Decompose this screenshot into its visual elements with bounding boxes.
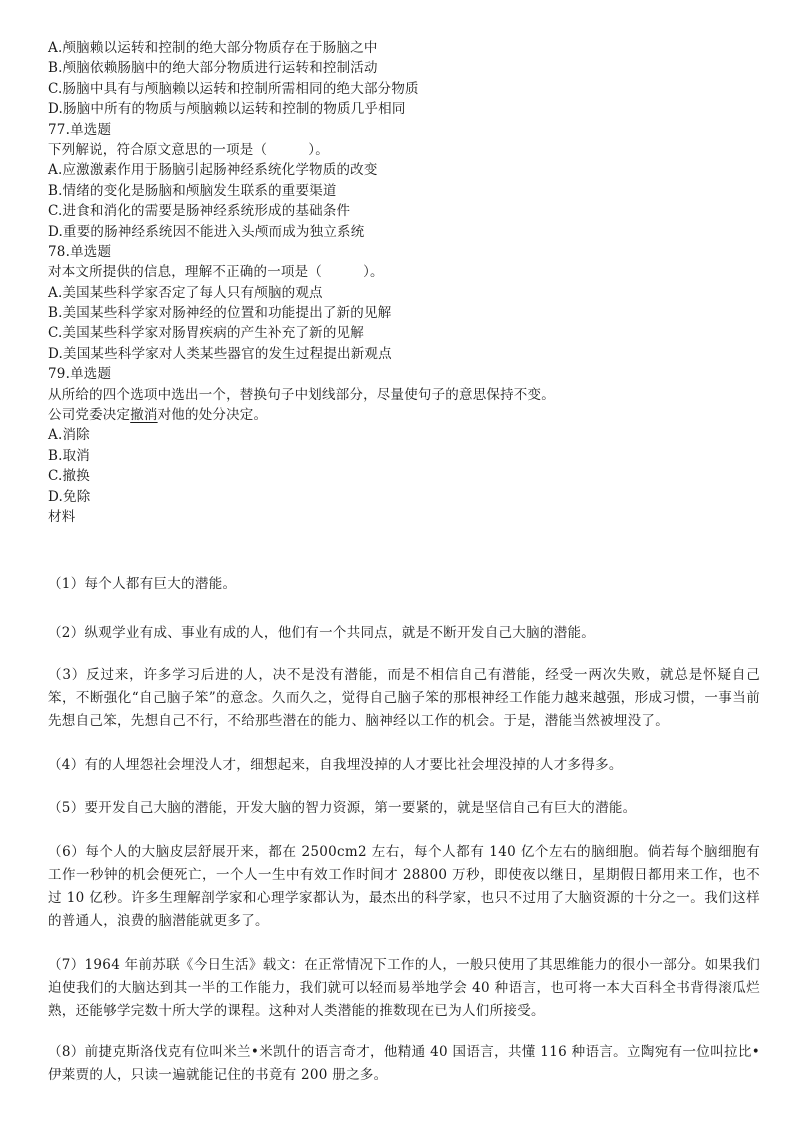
q77-header: 77.单选题 [48, 121, 112, 138]
q77-option-b[interactable]: B.情绪的变化是肠脑和颅脑发生联系的重要渠道 [48, 182, 337, 199]
q78-option-d[interactable]: D.美国某些科学家对人类某些器官的发生过程提出新观点 [48, 345, 392, 362]
q77-option-d[interactable]: D.重要的肠神经系统因不能进入头颅而成为独立系统 [48, 223, 365, 240]
q76-option-c[interactable]: C.肠脑中具有与颅脑赖以运转和控制所需相同的绝大部分物质 [48, 80, 419, 97]
material-paragraph-3: （3）反过来，许多学习后进的人，决不是没有潜能，而是不相信自己有潜能，经受一两次失败，就总是怀疑自己笨，不断强化“自己脑子笨”的意念。久而久之，觉得自己脑子笨的那根神经工作能力越来越强，形成习惯，一事当前先想自己笨，先想自己不行，不给那些潜在的能力、脑神经以工作的机会。于是，潜能当然被埋没了。 [48, 667, 760, 729]
material-paragraph-8: （8）前捷克斯洛伐克有位叫米兰•米凯什的语言奇才，他精通 40 国语言，共懂 116 种语言。立陶宛有一位叫拉比•伊莱贾的人，只读一遍就能记住的书竟有 200 册之多。 [48, 1044, 760, 1083]
material-label: 材料 [48, 508, 76, 525]
material-paragraph-6: （6）每个人的大脑皮层舒展开来，都在 2500cm2 左右，每个人都有 140 亿个左右的脑细胞。倘若每个脑细胞有工作一秒钟的机会便死亡，一个人一生中有效工作时间才 28800 万秒，即使夜以继日，星期假日都用来工作，也不过 10 亿秒。许多生理解剖学家和心理学家都认为，最杰出的科学家，也只不过用了大脑资源的十分之一。我们这样的普通人，浪费的脑潜能就更多了。 [48, 844, 760, 929]
q78-option-c[interactable]: C.美国某些科学家对肠胃疾病的产生补充了新的见解 [48, 325, 364, 342]
q78-header: 78.单选题 [48, 243, 112, 260]
q78-option-b[interactable]: B.美国某些科学家对肠神经的位置和功能提出了新的见解 [48, 305, 392, 322]
q79-option-c[interactable]: C.撤换 [48, 468, 90, 485]
q77-stem: 下列解说，符合原文意思的一项是（ ）。 [48, 141, 329, 158]
q79-sentence [48, 405, 768, 425]
q79-option-a[interactable]: A.消除 [48, 427, 90, 444]
q77-option-a[interactable]: A.应激激素作用于肠脑引起肠神经系统化学物质的改变 [48, 162, 378, 179]
q76-option-b[interactable]: B.颅脑依赖肠脑中的绝大部分物质进行运转和控制活动 [48, 60, 378, 77]
material-paragraph-4: （4）有的人埋怨社会埋没人才，细想起来，自我埋没掉的人才要比社会埋没掉的人才多得多。 [48, 757, 623, 773]
q79-header: 79.单选题 [48, 366, 112, 383]
q77-option-c[interactable]: C.进食和消化的需要是肠神经系统形成的基础条件 [48, 203, 351, 220]
material-paragraph-5: （5）要开发自己大脑的潜能，开发大脑的智力资源，第一要紧的，就是坚信自己有巨大的潜能。 [48, 800, 637, 816]
q78-option-a[interactable]: A.美国某些科学家否定了每人只有颅脑的观点 [48, 284, 323, 301]
material-paragraph-7: （7）1964 年前苏联《今日生活》载文：在正常情况下工作的人，一般只使用了其思维能力的很小一部分。如果我们迫使我们的大脑达到其一半的工作能力，我们就可以轻而易举地学会 40 种语言，也可将一本大百科全书背得滚瓜烂熟，还能够学完数十所大学的课程。这种对人类潜能的推数现在已为人们所接受。 [48, 957, 760, 1019]
material-paragraph-2: （2）纵观学业有成、事业有成的人，他们有一个共同点，就是不断开发自己大脑的潜能。 [48, 625, 596, 641]
q79-stem: 从所给的四个选项中选出一个，替换句子中划线部分，尽量使句子的意思保持不变。 [48, 386, 555, 403]
q79-option-b[interactable]: B.取消 [48, 447, 91, 464]
q79-option-d[interactable]: D.免除 [48, 488, 91, 505]
q79-sentence-after: 对他的处分决定。 [157, 407, 268, 424]
q79-sentence-before: 公司党委决定 [48, 407, 131, 424]
question-block [48, 38, 768, 527]
q78-stem: 对本文所提供的信息，理解不正确的一项是（ ）。 [48, 264, 384, 281]
material-paragraph-1: （1）每个人都有巨大的潜能。 [48, 576, 237, 592]
q79-underlined-word: 撤消 [130, 407, 158, 424]
q76-option-d[interactable]: D.肠脑中所有的物质与颅脑赖以运转和控制的物质几乎相同 [48, 101, 406, 118]
q76-option-a[interactable]: A.颅脑赖以运转和控制的绝大部分物质存在于肠脑之中 [48, 40, 378, 56]
